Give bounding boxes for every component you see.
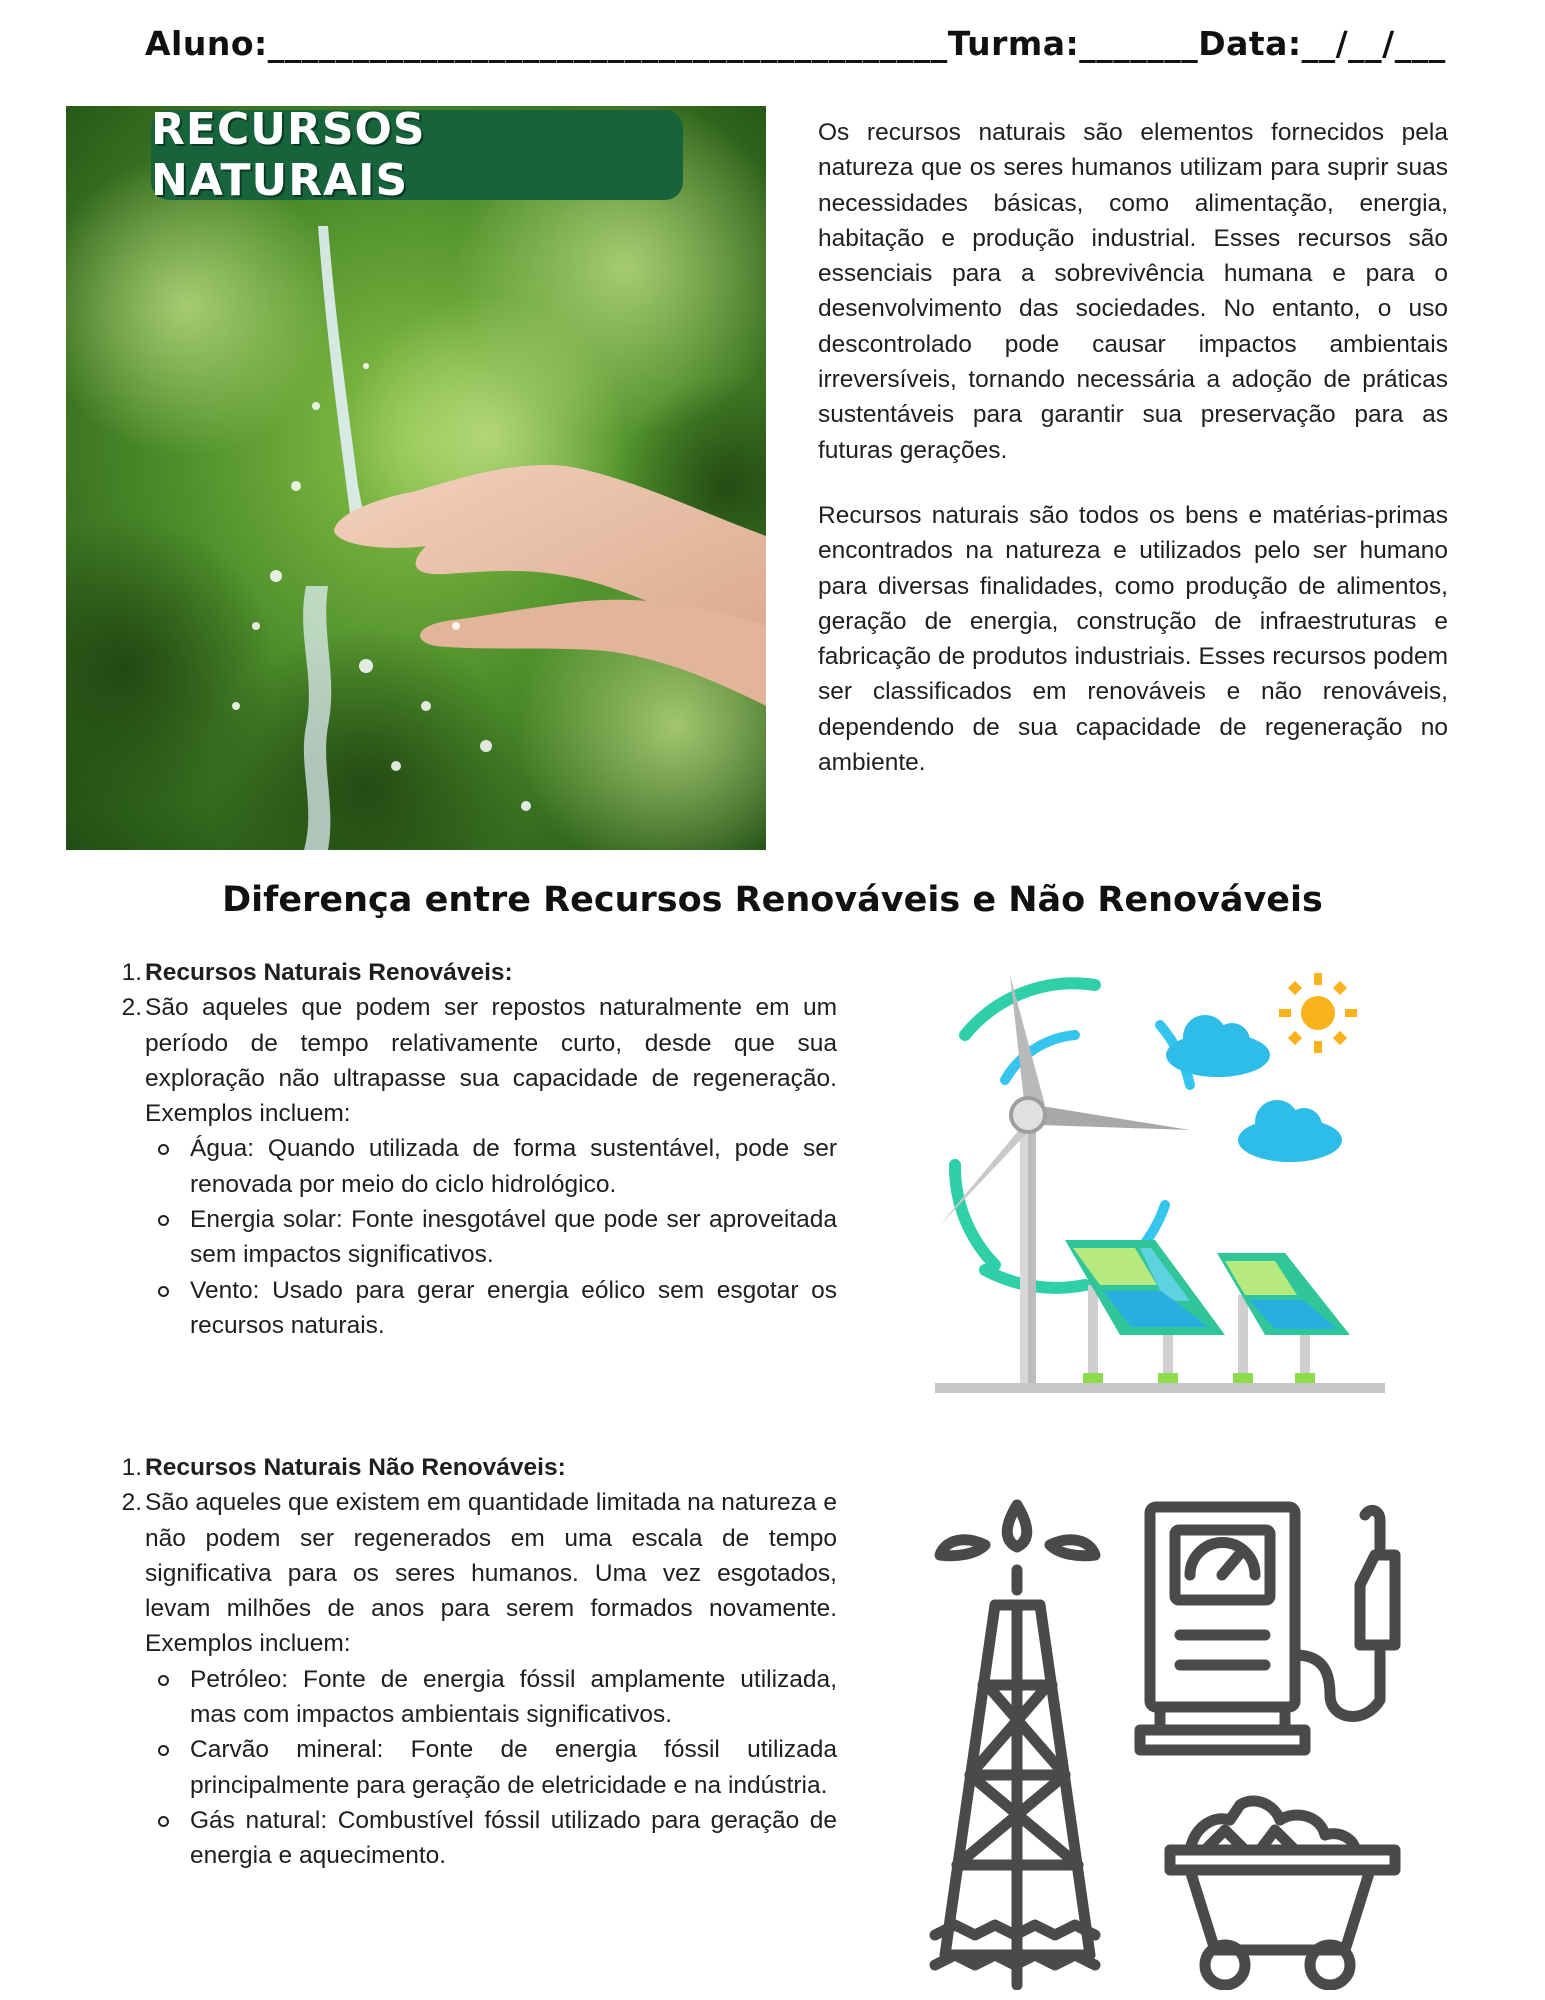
list-number: 1. xyxy=(121,1454,142,1481)
hero-photo xyxy=(66,106,766,850)
nonrenewable-section xyxy=(112,1450,837,1874)
nonrenewable-heading-line xyxy=(112,1450,837,1485)
oil-rig-fuel-pump-coal-cart-icon xyxy=(925,1495,1405,1990)
wind-turbine-solar-panels-icon xyxy=(935,965,1385,1410)
renewable-section xyxy=(112,955,837,1343)
renewable-description-line xyxy=(112,990,837,1131)
list-item: Carvão mineral: Fonte de energia fóssil utilizada principalmente para geração de eletricidade e na indústria. xyxy=(190,1732,837,1803)
nonrenewable-description: São aqueles que existem em quantidade limitada na natureza e não podem ser regenerados em uma escala de tempo significativa para os seres humanos. Uma vez esgotados, levam milhões de anos para serem formados novamente. Exemplos incluem: xyxy=(145,1489,837,1658)
student-header: Aluno:________________________________________Turma:_______Data:__/__/___ xyxy=(145,24,1446,63)
nonrenewable-heading: Recursos Naturais Não Renováveis: xyxy=(145,1454,566,1481)
list-number: 2. xyxy=(121,1489,142,1517)
list-item: Água: Quando utilizada de forma sustentável, pode ser renovada por meio do ciclo hidrológico. xyxy=(190,1131,837,1202)
intro-paragraph-2: Recursos naturais são todos os bens e matérias-primas encontrados na natureza e utilizados pelo ser humano para diversas finalidades, como produção de alimentos, geração de energia, construção de infraestruturas e fabricação de produtos industriais. Esses recursos podem ser classificados em renováveis e não renováveis, dependendo de sua capacidade de regeneração no ambiente. xyxy=(818,502,1448,777)
nonrenewable-examples-list xyxy=(112,1662,837,1874)
list-number: 2. xyxy=(121,994,142,1022)
nonrenewable-description-line xyxy=(112,1485,837,1661)
topic-title-badge: RECURSOS NATURAIS xyxy=(151,110,683,200)
list-number: 1. xyxy=(121,959,142,986)
renewable-heading-line xyxy=(112,955,837,990)
renewable-examples-list xyxy=(112,1131,837,1343)
section-title: Diferença entre Recursos Renováveis e Não Renováveis xyxy=(222,880,1323,920)
list-item: Petróleo: Fonte de energia fóssil amplamente utilizada, mas com impactos ambientais significativos. xyxy=(190,1662,837,1733)
list-item: Energia solar: Fonte inesgotável que pode ser aproveitada sem impactos significativos. xyxy=(190,1202,837,1273)
renewable-heading: Recursos Naturais Renováveis: xyxy=(145,959,513,986)
list-item: Vento: Usado para gerar energia eólico sem esgotar os recursos naturais. xyxy=(190,1273,837,1344)
water-hands-image xyxy=(66,106,766,850)
list-item: Gás natural: Combustível fóssil utilizado para geração de energia e aquecimento. xyxy=(190,1803,837,1874)
intro-paragraph-1: Os recursos naturais são elementos fornecidos pela natureza que os seres humanos utilizam para suprir suas necessidades básicas, como alimentação, energia, habitação e produção industrial. Esses recursos são essenciais para a sobrevivência humana e para o desenvolvimento das sociedades. No entanto, o uso descontrolado pode causar impactos ambientais irreversíveis, tornando necessária a adoção de práticas sustentáveis para garantir sua preservação para as futuras gerações. xyxy=(818,119,1448,464)
renewable-description: São aqueles que podem ser repostos naturalmente em um período de tempo relativamente curto, desde que sua exploração não ultrapasse sua capacidade de regeneração. Exemplos incluem: xyxy=(145,994,837,1128)
